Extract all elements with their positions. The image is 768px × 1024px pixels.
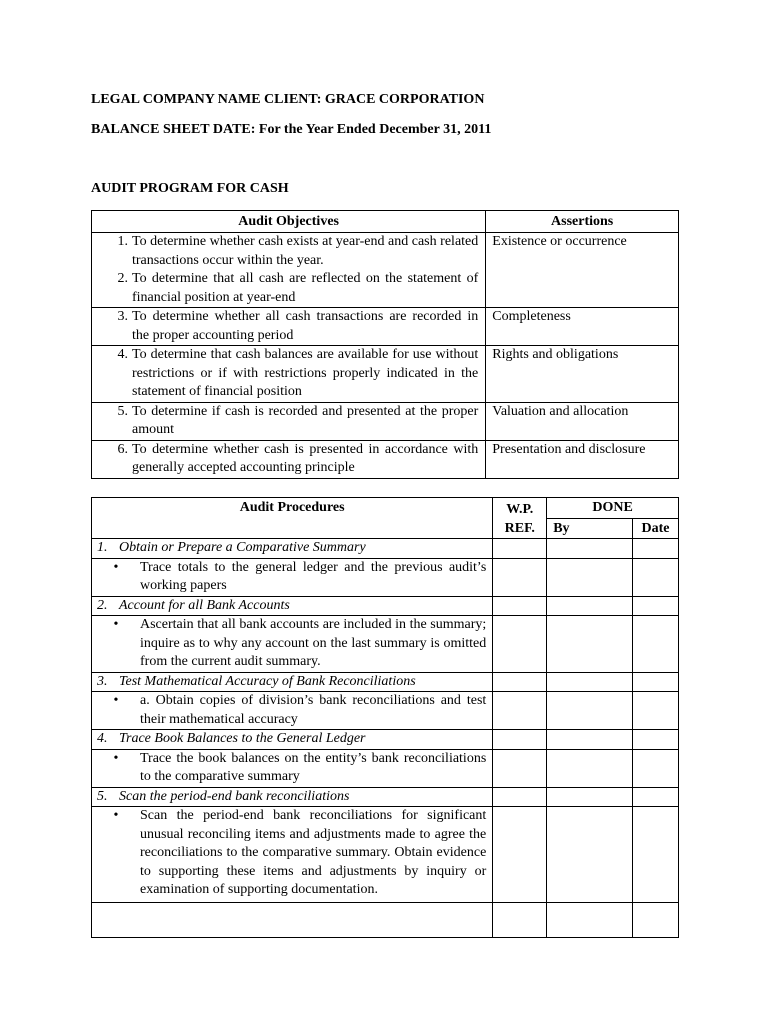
bullet-icon: • [113, 693, 119, 708]
audit-program-title: AUDIT PROGRAM FOR CASH [91, 181, 289, 196]
wp-ref-line1: W.P. [506, 502, 534, 517]
procedure-detail-text: Ascertain that all bank accounts are included in the summary; inquire as to why any account on the last summary is omitted from the current audit summary. [140, 617, 487, 669]
assertion-cell: Rights and obligations [486, 346, 679, 403]
assertion-cell: Existence or occurrence [486, 233, 679, 308]
done-by-cell[interactable] [547, 730, 633, 750]
done-date-cell[interactable] [633, 558, 679, 596]
bullet-icon: • [113, 750, 119, 766]
step-title-text: Scan the period-end bank reconciliations [119, 788, 350, 804]
objective-item [96, 233, 478, 270]
procedure-step-title [92, 539, 493, 559]
step-title-text: Test Mathematical Accuracy of Bank Reconciliations [119, 673, 416, 689]
objective-number: 6. [117, 441, 128, 457]
objectives-column-header: Audit Objectives [92, 211, 486, 233]
objective-text: To determine that cash balances are available for use without restrictions or if with restrictions properly indicated in the statement of financial position [132, 347, 479, 399]
procedure-detail [92, 749, 493, 787]
wp-ref-cell[interactable] [493, 596, 547, 616]
procedure-step-title [92, 596, 493, 616]
objective-item [96, 346, 478, 402]
objective-text: To determine whether cash is presented in accordance with generally accepted accounting principle [132, 441, 479, 475]
done-date-cell[interactable] [633, 539, 679, 559]
step-number: 1. [97, 540, 108, 555]
objective-cell [92, 308, 486, 346]
done-by-cell[interactable] [547, 903, 633, 938]
objective-number: 3. [117, 309, 128, 324]
done-date-cell[interactable] [633, 787, 679, 807]
step-number: 2. [97, 597, 108, 613]
step-number: 3. [97, 673, 108, 689]
done-by-cell[interactable] [547, 787, 633, 807]
balance-sheet-date-heading: BALANCE SHEET DATE: For the Year Ended December 31, 2011 [91, 122, 492, 137]
done-date-cell[interactable] [633, 730, 679, 750]
objective-number: 2. [117, 271, 128, 286]
bullet-icon: • [113, 559, 119, 575]
objective-item [96, 270, 478, 307]
objective-cell [92, 440, 486, 478]
done-date-cell[interactable] [633, 807, 679, 903]
objective-cell [92, 346, 486, 403]
done-column-header: DONE [547, 498, 679, 519]
objective-item [96, 441, 478, 478]
done-date-cell[interactable] [633, 596, 679, 616]
procedure-detail-text: Scan the period-end bank reconciliations for significant unusual reconciling items and adjustments made to agree the reconciliations to the comparative summary. Obtain evidence to supporting these items and adjustments by inquiry or examination of supporting documentation. [140, 808, 487, 897]
procedure-detail-text: Trace the book balances on the entity’s bank reconciliations to the comparative summary [140, 750, 487, 784]
objective-text: To determine whether cash exists at year-end and cash related transactions occur within the year. [132, 234, 479, 268]
wp-ref-line2: REF. [504, 521, 535, 536]
assertion-cell: Valuation and allocation [486, 402, 679, 440]
procedure-detail [92, 558, 493, 596]
wp-ref-column-header [493, 498, 547, 539]
step-title-text: Obtain or Prepare a Comparative Summary [119, 540, 366, 555]
assertion-cell: Completeness [486, 308, 679, 346]
step-number: 5. [97, 788, 108, 804]
wp-ref-cell[interactable] [493, 807, 547, 903]
wp-ref-cell[interactable] [493, 787, 547, 807]
done-by-cell[interactable] [547, 692, 633, 730]
done-by-cell[interactable] [547, 539, 633, 559]
done-by-cell[interactable] [547, 807, 633, 903]
assertion-cell: Presentation and disclosure [486, 440, 679, 478]
procedure-detail-text: a. Obtain copies of division’s bank reconciliations and test their mathematical accuracy [140, 693, 487, 727]
objective-text: To determine if cash is recorded and presented at the proper amount [132, 403, 479, 437]
done-date-cell[interactable] [633, 692, 679, 730]
objective-number: 5. [117, 403, 128, 419]
client-name-heading: LEGAL COMPANY NAME CLIENT: GRACE CORPORATION [91, 92, 485, 107]
objective-text: To determine whether all cash transactions are recorded in the proper accounting period [132, 309, 479, 343]
wp-ref-cell[interactable] [493, 730, 547, 750]
empty-procedure-cell[interactable] [92, 903, 493, 938]
objective-item [96, 403, 478, 440]
objective-cell [92, 233, 486, 308]
done-by-cell[interactable] [547, 749, 633, 787]
step-title-text: Trace Book Balances to the General Ledger [119, 731, 366, 746]
procedure-detail [92, 616, 493, 673]
objective-number: 1. [117, 234, 128, 249]
procedure-step-title [92, 730, 493, 750]
wp-ref-cell[interactable] [493, 616, 547, 673]
date-column-header: Date [633, 519, 679, 539]
done-by-cell[interactable] [547, 558, 633, 596]
procedure-detail-text: Trace totals to the general ledger and the previous audit’s working papers [140, 559, 487, 593]
assertions-column-header: Assertions [486, 211, 679, 233]
done-by-cell[interactable] [547, 596, 633, 616]
audit-procedures-table [91, 497, 679, 938]
done-date-cell[interactable] [633, 903, 679, 938]
objective-item [96, 308, 478, 345]
done-by-cell[interactable] [547, 672, 633, 692]
by-column-header: By [547, 519, 633, 539]
procedure-step-title [92, 787, 493, 807]
step-number: 4. [97, 731, 108, 746]
wp-ref-cell[interactable] [493, 672, 547, 692]
wp-ref-cell[interactable] [493, 558, 547, 596]
objective-cell [92, 402, 486, 440]
step-title-text: Account for all Bank Accounts [119, 597, 290, 613]
done-date-cell[interactable] [633, 616, 679, 673]
procedure-detail [92, 807, 493, 903]
wp-ref-cell[interactable] [493, 749, 547, 787]
done-date-cell[interactable] [633, 749, 679, 787]
done-date-cell[interactable] [633, 672, 679, 692]
wp-ref-cell[interactable] [493, 903, 547, 938]
objective-number: 4. [117, 347, 128, 362]
procedures-column-header: Audit Procedures [92, 498, 493, 539]
bullet-icon: • [113, 808, 119, 823]
wp-ref-cell[interactable] [493, 692, 547, 730]
audit-objectives-table [91, 210, 679, 479]
procedure-detail [92, 692, 493, 730]
objective-text: To determine that all cash are reflected on the statement of financial position at year-end [132, 271, 479, 305]
wp-ref-cell[interactable] [493, 539, 547, 559]
done-by-cell[interactable] [547, 616, 633, 673]
bullet-icon: • [113, 617, 119, 632]
procedure-step-title [92, 672, 493, 692]
